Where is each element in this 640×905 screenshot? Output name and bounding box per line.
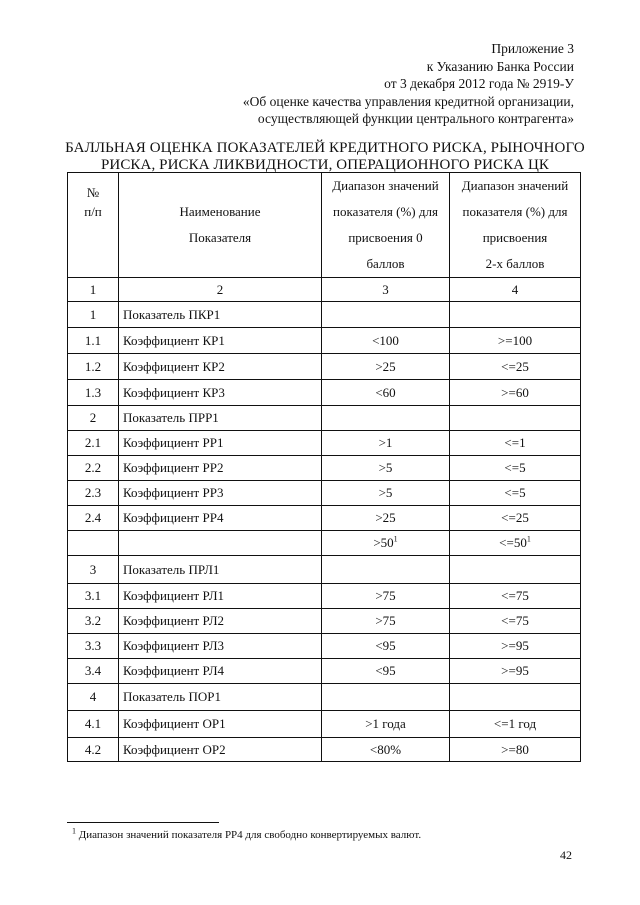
cell-text: <=25	[501, 358, 529, 374]
row-number-cell	[68, 584, 119, 609]
row-range2-cell	[450, 711, 581, 738]
header-name-line: Наименование	[179, 204, 261, 219]
cell-text: <=50	[499, 535, 527, 550]
cell-text: <=5	[504, 460, 526, 475]
row-name-cell	[119, 328, 322, 354]
document-title	[60, 140, 590, 174]
row-number-cell	[68, 406, 119, 431]
row-name-cell	[119, 431, 322, 456]
row-number-cell	[68, 634, 119, 659]
row-range2-cell	[450, 406, 581, 431]
row-range0-cell	[322, 354, 450, 380]
appendix-line: к Указанию Банка России	[426, 58, 574, 74]
row-range0-cell	[322, 738, 450, 762]
cell-text: Коэффициент РЛ1	[123, 588, 225, 603]
footnote-separator	[67, 822, 219, 823]
row-name-cell	[119, 406, 322, 431]
table-row	[68, 684, 581, 711]
cell-text: Коэффициент КР1	[123, 332, 225, 348]
row-range0-cell	[322, 659, 450, 684]
table-row	[68, 302, 581, 328]
header-name-cell	[119, 173, 322, 278]
row-number-cell	[68, 738, 119, 762]
row-name-cell	[119, 380, 322, 406]
appendix-header	[154, 40, 574, 128]
row-range2-cell	[450, 328, 581, 354]
table-row	[68, 354, 581, 380]
row-range0-cell	[322, 506, 450, 531]
cell-text: Коэффициент РЛ2	[123, 613, 225, 628]
title-line-1: БАЛЛЬНАЯ ОЦЕНКА ПОКАЗАТЕЛЕЙ КРЕДИТНОГО РИСКА, РЫНОЧНОГО	[65, 140, 585, 156]
row-name-cell	[119, 556, 322, 584]
row-range2-cell	[450, 659, 581, 684]
column-index-cell: 4	[450, 278, 581, 302]
row-number-cell	[68, 328, 119, 354]
header-name-line: Показателя	[188, 230, 252, 245]
row-name-cell	[119, 302, 322, 328]
header-range2-line: Диапазон значений	[461, 178, 569, 193]
cell-text: <=1 год	[493, 716, 537, 731]
row-range2-cell	[450, 584, 581, 609]
cell-text: 1.2	[84, 358, 102, 374]
appendix-line: осуществляющей функции центрального контрагента»	[257, 111, 574, 126]
cell-text: 2.1	[84, 435, 102, 450]
row-range0-cell	[322, 328, 450, 354]
cell-text: >1	[378, 435, 393, 450]
header-range2-cell	[450, 173, 581, 278]
cell-text: Коэффициент РЛ4	[123, 663, 225, 678]
cell-text: Коэффициент РР4	[123, 510, 224, 525]
table-row	[68, 456, 581, 481]
row-range2-cell	[450, 302, 581, 328]
table-row	[68, 481, 581, 506]
cell-text: <=5	[504, 485, 526, 500]
table-row	[68, 431, 581, 456]
cell-text: 1	[89, 306, 97, 322]
row-number-cell	[68, 531, 119, 556]
row-range0-cell	[322, 481, 450, 506]
header-number-line: п/п	[84, 204, 102, 219]
cell-text: 2.3	[84, 485, 102, 500]
row-range0-cell	[322, 302, 450, 328]
cell-text: <=25	[501, 510, 529, 525]
cell-text: Коэффициент РР1	[123, 435, 224, 450]
header-number-cell	[68, 173, 119, 278]
cell-text: <=75	[501, 613, 529, 628]
cell-text: Коэффициент РЛ3	[123, 638, 225, 653]
cell-text: >50	[373, 535, 394, 550]
cell-text: 3.4	[84, 663, 102, 678]
row-name-cell	[119, 531, 322, 556]
footnote-marker: 1	[72, 826, 76, 836]
cell-text: >25	[375, 358, 396, 374]
row-number-cell	[68, 456, 119, 481]
row-number-cell	[68, 659, 119, 684]
row-number-cell	[68, 609, 119, 634]
row-name-cell	[119, 481, 322, 506]
cell-text: Коэффициент ОР1	[123, 716, 226, 731]
table-row	[68, 328, 581, 354]
header-range2-line: показателя (%) для	[462, 204, 568, 219]
cell-text: 3	[89, 561, 97, 577]
row-range2-cell	[450, 634, 581, 659]
row-number-cell	[68, 431, 119, 456]
cell-text: <60	[375, 384, 396, 400]
cell-text: Показатель ПРР1	[123, 410, 219, 425]
row-range2-cell	[450, 609, 581, 634]
table-header-row	[68, 173, 581, 278]
table-row	[68, 659, 581, 684]
cell-text: Показатель ПРЛ1	[123, 561, 220, 577]
cell-text: >25	[375, 510, 396, 525]
cell-text: >5	[378, 460, 393, 475]
footnote	[72, 826, 422, 841]
row-range2-cell	[450, 556, 581, 584]
row-name-cell	[119, 634, 322, 659]
cell-text: 3.3	[84, 638, 102, 653]
header-number-line: №	[86, 185, 100, 200]
table-row	[68, 634, 581, 659]
cell-text: 4.2	[84, 741, 102, 757]
row-name-cell	[119, 659, 322, 684]
column-index-cell: 1	[68, 278, 119, 302]
row-range0-cell	[322, 456, 450, 481]
row-name-cell	[119, 711, 322, 738]
table-row	[68, 556, 581, 584]
appendix-line: Приложение 3	[491, 41, 574, 56]
cell-text: >=60	[501, 384, 529, 400]
column-index-cell: 2	[119, 278, 322, 302]
row-number-cell	[68, 711, 119, 738]
table-row	[68, 584, 581, 609]
cell-text: 4.1	[84, 716, 102, 731]
footnote-reference: 1	[393, 534, 398, 544]
row-range0-cell	[322, 431, 450, 456]
cell-text: >=95	[501, 638, 529, 653]
row-range0-cell	[322, 380, 450, 406]
appendix-line: «Об оценке качества управления кредитной организации,	[242, 93, 574, 109]
cell-text: <100	[372, 332, 399, 348]
page-number: 42	[560, 848, 572, 862]
cell-text: Показатель ПОР1	[123, 689, 221, 704]
cell-text: <80%	[369, 741, 402, 757]
row-range0-cell	[322, 584, 450, 609]
cell-text: 3.1	[84, 588, 102, 603]
row-range0-cell	[322, 406, 450, 431]
row-number-cell	[68, 354, 119, 380]
row-range2-cell	[450, 354, 581, 380]
table-row	[68, 711, 581, 738]
header-range0-line: Диапазон значений	[332, 178, 439, 193]
cell-text: >75	[375, 613, 396, 628]
row-number-cell	[68, 556, 119, 584]
cell-text: Коэффициент ОР2	[123, 741, 226, 757]
row-range2-cell	[450, 456, 581, 481]
table-row	[68, 506, 581, 531]
row-range2-cell	[450, 506, 581, 531]
footnote-text: Диапазон значений показателя РР4 для свободно конвертируемых валют.	[78, 829, 422, 841]
footnote-reference: 1	[526, 534, 531, 544]
appendix-line: от 3 декабря 2012 года № 2919-У	[384, 76, 574, 91]
row-number-cell	[68, 380, 119, 406]
cell-text: 4	[89, 689, 97, 704]
cell-text: 2.2	[84, 460, 102, 475]
row-range2-cell	[450, 380, 581, 406]
table-row	[68, 609, 581, 634]
cell-text: 2	[89, 410, 97, 425]
row-range0-cell	[322, 556, 450, 584]
row-name-cell	[119, 506, 322, 531]
row-range0-cell	[322, 609, 450, 634]
cell-text: Показатель ПКР1	[123, 306, 221, 322]
table-row	[68, 380, 581, 406]
row-range0-cell	[322, 711, 450, 738]
cell-text: <95	[375, 663, 396, 678]
row-range0-cell	[322, 531, 450, 556]
row-number-cell	[68, 684, 119, 711]
table-row	[68, 738, 581, 762]
row-number-cell	[68, 506, 119, 531]
cell-text: Коэффициент КР2	[123, 358, 225, 374]
cell-text: Коэффициент РР2	[123, 460, 224, 475]
cell-text: 1.1	[84, 332, 102, 348]
row-range0-cell	[322, 684, 450, 711]
column-index-cell: 3	[322, 278, 450, 302]
row-number-cell	[68, 481, 119, 506]
cell-text: >=95	[501, 663, 529, 678]
cell-text: >1 года	[365, 716, 406, 731]
row-range2-cell	[450, 431, 581, 456]
row-range2-cell	[450, 481, 581, 506]
cell-text: 3.2	[84, 613, 102, 628]
header-range0-line: присвоения 0	[348, 230, 423, 245]
column-index-row	[68, 278, 581, 302]
cell-text: >75	[375, 588, 396, 603]
row-name-cell	[119, 456, 322, 481]
cell-text: 2.4	[84, 510, 102, 525]
table-row	[68, 406, 581, 431]
title-line-2: РИСКА, РИСКА ЛИКВИДНОСТИ, ОПЕРАЦИОННОГО РИСКА ЦК	[100, 157, 550, 173]
header-range0-cell	[322, 173, 450, 278]
row-name-cell	[119, 354, 322, 380]
header-range0-line: показателя (%) для	[333, 204, 438, 219]
row-name-cell	[119, 584, 322, 609]
cell-text: <=1	[504, 435, 526, 450]
row-name-cell	[119, 609, 322, 634]
cell-text: <=75	[501, 588, 529, 603]
row-range0-cell	[322, 634, 450, 659]
cell-text: Коэффициент КР3	[123, 384, 225, 400]
cell-text: 1.3	[84, 384, 102, 400]
header-range2-line: присвоения	[482, 230, 548, 245]
header-range0-line: баллов	[366, 256, 405, 271]
table-row	[68, 531, 581, 556]
row-range2-cell	[450, 738, 581, 762]
cell-text: >=100	[497, 332, 533, 348]
header-range2-line: 2-х баллов	[485, 256, 545, 271]
cell-text: <95	[375, 638, 396, 653]
row-number-cell	[68, 302, 119, 328]
row-range2-cell	[450, 684, 581, 711]
row-range2-cell	[450, 531, 581, 556]
cell-text: >=80	[501, 741, 529, 757]
risk-score-table	[67, 172, 581, 762]
row-name-cell	[119, 684, 322, 711]
cell-text: Коэффициент РР3	[123, 485, 224, 500]
row-name-cell	[119, 738, 322, 762]
cell-text: >5	[378, 485, 393, 500]
